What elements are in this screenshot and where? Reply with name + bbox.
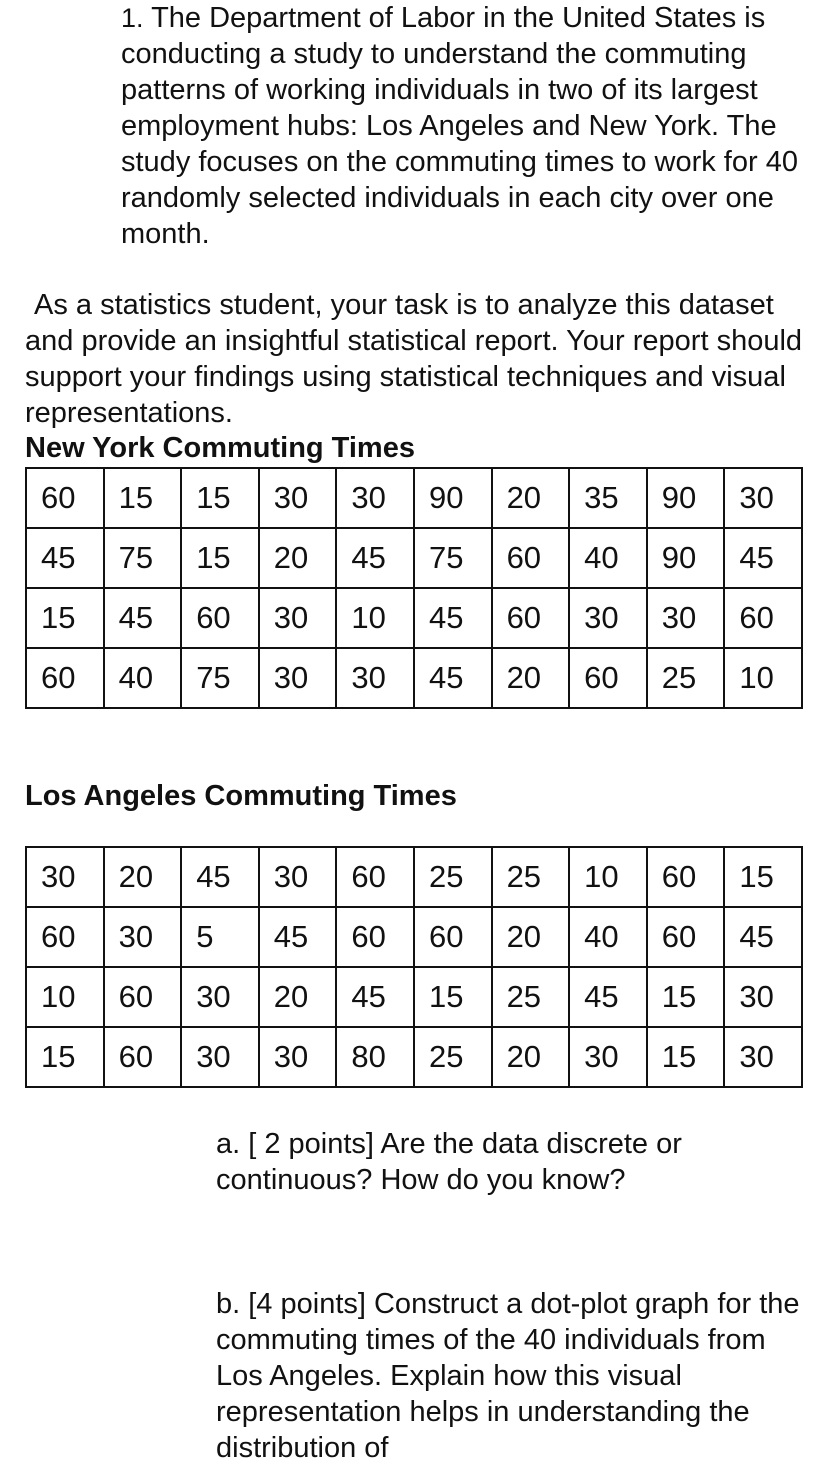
table-cell: 30	[259, 588, 337, 648]
table-cell: 90	[414, 468, 492, 528]
table-cell: 60	[181, 588, 259, 648]
table-cell: 45	[26, 528, 104, 588]
table-cell: 10	[724, 648, 802, 708]
table-cell: 30	[26, 847, 104, 907]
table-cell: 35	[569, 468, 647, 528]
table-cell: 20	[492, 648, 570, 708]
table-cell: 30	[259, 648, 337, 708]
question-text: The Department of Labor in the United States is conducting a study to understand the commuting patterns of working individuals in two of its largest employment hubs: Los Angeles and New York. The study focuses on the commuting times to work for 40 randomly selected individuals in each city over one month.	[121, 2, 798, 250]
table-cell: 30	[724, 468, 802, 528]
table-row	[26, 967, 802, 1027]
table-cell: 45	[336, 967, 414, 1027]
task-paragraph	[25, 287, 815, 431]
part-a-text: [ 2 points] Are the data discrete or continuous? How do you know?	[216, 1128, 682, 1196]
table-cell: 60	[414, 907, 492, 967]
table-cell: 45	[336, 528, 414, 588]
part-a-label: a.	[216, 1128, 241, 1160]
table-cell: 30	[569, 588, 647, 648]
table-cell: 60	[569, 648, 647, 708]
table-cell: 60	[336, 847, 414, 907]
table-cell: 30	[259, 468, 337, 528]
table-row	[26, 847, 802, 907]
task-text: As a statistics student, your task is to analyze this dataset and provide an insightful statistical report. Your report should support your findings using statistical techniques and visual representations.	[25, 289, 803, 429]
table-cell: 60	[26, 648, 104, 708]
table-cell: 75	[414, 528, 492, 588]
table-cell: 30	[647, 588, 725, 648]
new-york-data-table	[25, 467, 803, 709]
table-cell: 20	[104, 847, 182, 907]
table-cell: 60	[26, 907, 104, 967]
table-cell: 60	[26, 468, 104, 528]
table-cell: 15	[647, 967, 725, 1027]
table-cell: 20	[259, 967, 337, 1027]
table-cell: 15	[26, 588, 104, 648]
table-row	[26, 528, 802, 588]
los-angeles-table-title: Los Angeles Commuting Times	[25, 780, 457, 812]
los-angeles-data-table	[25, 846, 803, 1088]
table-cell: 60	[492, 588, 570, 648]
part-b-label: b.	[216, 1288, 241, 1320]
table-cell: 40	[569, 528, 647, 588]
table-cell: 90	[647, 528, 725, 588]
table-cell: 45	[414, 588, 492, 648]
table-cell: 75	[181, 648, 259, 708]
table-cell: 60	[104, 1027, 182, 1087]
table-cell: 60	[492, 528, 570, 588]
table-cell: 30	[181, 1027, 259, 1087]
table-cell: 45	[259, 907, 337, 967]
table-cell: 30	[336, 468, 414, 528]
table-cell: 25	[414, 847, 492, 907]
table-cell: 30	[104, 907, 182, 967]
table-cell: 30	[259, 1027, 337, 1087]
table-cell: 20	[492, 468, 570, 528]
table-cell: 15	[724, 847, 802, 907]
table-cell: 25	[492, 847, 570, 907]
table-cell: 20	[492, 1027, 570, 1087]
table-cell: 10	[336, 588, 414, 648]
table-cell: 60	[647, 847, 725, 907]
table-cell: 40	[569, 907, 647, 967]
table-cell: 10	[26, 967, 104, 1027]
part-a-question	[216, 1126, 816, 1198]
table-cell: 20	[492, 907, 570, 967]
table-cell: 15	[181, 528, 259, 588]
table-cell: 75	[104, 528, 182, 588]
table-cell: 15	[414, 967, 492, 1027]
table-cell: 45	[414, 648, 492, 708]
table-cell: 30	[724, 967, 802, 1027]
table-cell: 60	[336, 907, 414, 967]
table-cell: 30	[336, 648, 414, 708]
table-cell: 45	[724, 528, 802, 588]
table-cell: 5	[181, 907, 259, 967]
table-cell: 20	[259, 528, 337, 588]
table-row	[26, 1027, 802, 1087]
question-1-paragraph	[121, 0, 811, 252]
table-row	[26, 907, 802, 967]
table-cell: 90	[647, 468, 725, 528]
table-cell: 25	[647, 648, 725, 708]
table-row	[26, 468, 802, 528]
table-cell: 15	[104, 468, 182, 528]
new-york-table-title: New York Commuting Times	[25, 432, 415, 464]
table-cell: 10	[569, 847, 647, 907]
table-cell: 60	[724, 588, 802, 648]
table-cell: 30	[724, 1027, 802, 1087]
table-cell: 45	[104, 588, 182, 648]
question-number: 1.	[121, 3, 144, 33]
table-cell: 30	[181, 967, 259, 1027]
table-cell: 25	[414, 1027, 492, 1087]
table-cell: 15	[26, 1027, 104, 1087]
table-cell: 45	[569, 967, 647, 1027]
table-cell: 30	[569, 1027, 647, 1087]
table-cell: 60	[104, 967, 182, 1027]
table-cell: 60	[647, 907, 725, 967]
table-cell: 15	[647, 1027, 725, 1087]
table-cell: 45	[724, 907, 802, 967]
table-cell: 25	[492, 967, 570, 1027]
part-b-question	[216, 1286, 816, 1466]
table-cell: 40	[104, 648, 182, 708]
table-cell: 80	[336, 1027, 414, 1087]
table-cell: 45	[181, 847, 259, 907]
table-cell: 30	[259, 847, 337, 907]
table-row	[26, 588, 802, 648]
part-b-text: [4 points] Construct a dot-plot graph for the commuting times of the 40 individuals from Los Angeles. Explain how this visual representation helps in understanding the distribution of	[216, 1288, 800, 1464]
table-row	[26, 648, 802, 708]
table-cell: 15	[181, 468, 259, 528]
